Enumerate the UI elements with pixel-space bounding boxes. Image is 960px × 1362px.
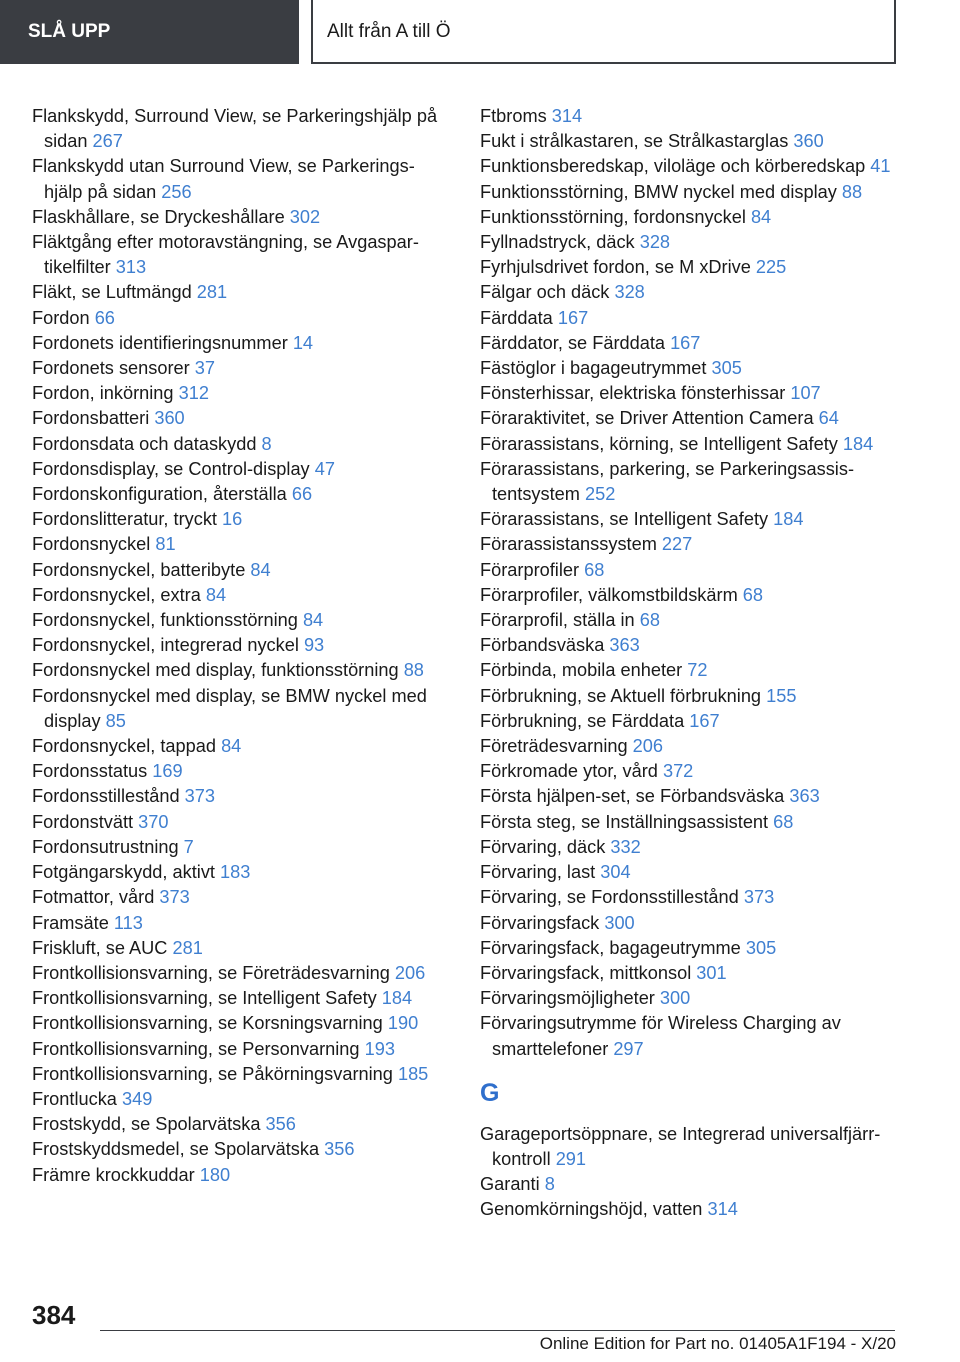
index-entry [480,432,920,457]
index-entry-text: Fotmattor, vård [32,887,160,908]
index-page-link[interactable]: 304 [600,862,631,883]
index-entry-text: Förarprofiler [480,559,585,580]
index-entry [32,633,447,658]
index-entry-text: Fönsterhissar, elektriska fönsterhissar [480,383,791,404]
index-entry [480,784,920,809]
index-entry-text: Fordonsutrustning [32,836,184,857]
index-column-left [32,104,447,1188]
index-entry-text: Frontkollisionsvarning, se Intelligent Safety [32,988,382,1009]
index-page-link[interactable]: 370 [138,811,169,832]
index-entry-text: Fordonsnyckel, batteribyte [32,559,251,580]
edition-note: Online Edition for Part no. 01405A1F194 - X/20 [539,1334,896,1353]
index-page-link[interactable]: 66 [291,484,313,505]
index-page-link[interactable]: 68 [742,584,764,605]
index-entry-text: Första hjälpen-set, se Förbandsväska [480,786,790,807]
index-page-link[interactable]: 190 [387,1013,419,1034]
index-entry [480,457,920,507]
index-page-link[interactable]: 360 [793,131,824,152]
index-page-link[interactable]: 225 [755,257,787,278]
index-entry [480,180,920,205]
index-page-link[interactable]: 167 [670,332,701,353]
index-entry-text: Flankskydd, Surround View, se Parkeringshjälp på sidan [32,106,438,152]
index-page-link[interactable]: 85 [105,710,126,731]
index-entry [32,936,447,961]
index-entry [480,911,920,936]
index-entry [32,331,447,356]
index-entry-text: Förvaring, däck [480,836,611,857]
page-number: 384 [32,1300,76,1330]
index-page-link[interactable]: 328 [614,282,645,303]
index-entry [480,608,920,633]
index-group-f [480,104,920,1062]
index-entry [480,633,920,658]
index-page-link[interactable]: 84 [250,559,271,580]
index-entry [32,1163,447,1188]
index-entry-text: Fälgar och däck [480,282,615,303]
index-entry [32,835,447,860]
index-entry-text: Fordonslitteratur, tryckt [32,509,223,530]
index-entry [32,205,447,230]
index-entry [32,507,447,532]
index-page-link[interactable]: 302 [289,206,321,227]
index-entry-text: Förvaringsfack, mittkonsol [480,962,697,983]
index-entry [480,356,920,381]
index-page-link[interactable]: 72 [687,660,708,681]
index-entry [32,280,447,305]
index-page-link[interactable]: 314 [707,1199,738,1220]
index-entry [480,306,920,331]
index-page-link[interactable]: 356 [324,1139,355,1160]
index-entry-text: Förbinda, mobila enheter [480,660,688,681]
section-tab-lookup[interactable]: SLÅ UPP [0,0,299,64]
index-entry-text: Fordonsnyckel med display, se BMW nyckel med display [32,685,427,731]
index-page-link[interactable]: 68 [639,610,660,631]
index-page-link[interactable]: 68 [584,559,605,580]
index-entry [32,759,447,784]
index-entry [480,684,920,709]
index-page-link[interactable]: 313 [115,257,147,278]
index-entry-text: Fordonskonfiguration, återställa [32,484,292,505]
index-entry [32,356,447,381]
index-entry [32,381,447,406]
index-entry-text: Färddata [480,307,558,328]
index-page-link[interactable]: 300 [659,988,691,1009]
index-entry [480,658,920,683]
index-entry [480,1172,920,1197]
index-entry-text: Frontkollisionsvarning, se Påkörningsvarning [32,1063,398,1084]
index-page-link[interactable]: 349 [121,1088,153,1109]
index-entry [480,255,920,280]
index-page-link[interactable]: 107 [790,383,821,404]
footer-divider [100,1330,895,1331]
index-entry-text: Första steg, se Inställningsassistent [480,811,774,832]
index-page-link[interactable]: 68 [773,811,794,832]
index-entry-text: Garageportsöppnare, se Integrerad universalfjärrkontroll [480,1123,881,1169]
index-page-link[interactable]: 256 [161,181,192,202]
index-entry-text: Fyrhjulsdrivet fordon, se M xDrive [480,257,756,278]
index-entry-text: Garanti [480,1174,545,1195]
index-page-link[interactable]: 314 [551,106,583,126]
index-entry-text: Frostskyddsmedel, se Spolarvätska [32,1139,325,1160]
index-entry-text: Fordonsnyckel, integrerad nyckel [32,635,304,656]
index-page-link[interactable]: 372 [662,761,694,782]
index-page-link[interactable]: 206 [632,736,664,757]
index-entry-text: Fordonsnyckel, tappad [32,736,222,757]
index-entry-text: Förarassistans, se Intelligent Safety [480,509,774,530]
index-entry-text: Fordonsnyckel [32,534,156,555]
index-page-link[interactable]: 291 [555,1148,587,1169]
index-entry [32,583,447,608]
index-entry [480,532,920,557]
index-entry-text: Förbrukning, se Färddata [480,710,690,731]
index-page-link[interactable]: 356 [265,1114,296,1135]
index-page-link[interactable]: 332 [610,836,641,857]
index-page-link[interactable]: 305 [711,358,742,379]
index-page-link[interactable]: 184 [773,509,804,530]
index-page-link[interactable]: 180 [199,1164,231,1185]
index-entry [480,1011,920,1061]
index-entry-text: Fästöglor i bagageutrymmet [480,358,712,379]
index-entry-text: Förvaringsfack [480,912,605,933]
index-page-link[interactable]: 41 [870,156,891,177]
index-page-link[interactable]: 373 [184,786,216,807]
index-entry-text: Förvaring, se Fordonsstillestånd [480,887,744,908]
index-page-link[interactable]: 267 [92,131,123,152]
index-page-link[interactable]: 66 [94,307,115,328]
index-page-link[interactable]: 64 [818,408,839,429]
index-entry [32,432,447,457]
index-entry-text: Fordonsdata och dataskydd [32,433,262,454]
index-page-link[interactable]: 155 [766,685,797,706]
index-entry [480,810,920,835]
index-entry-text: Fordonsnyckel, funktionsstörning [32,610,303,631]
index-page-link[interactable]: 88 [403,660,424,681]
index-entry-text: Frontkollisionsvarning, se Företrädesvarning [32,962,395,983]
index-page-link[interactable]: 305 [745,937,777,958]
index-entry [32,608,447,633]
index-page-link[interactable]: 185 [397,1063,429,1084]
index-entry-text: Fordonets identifieringsnummer [32,332,293,353]
index-entry-text: Förarprofiler, välkomstbildskärm [480,584,743,605]
index-page-link[interactable]: 363 [609,635,640,656]
index-entry [32,684,447,734]
index-entry-text: Förvaringsmöjligheter [480,988,660,1009]
page-header [0,0,960,66]
index-entry [480,1197,920,1222]
index-page-link[interactable]: 81 [155,534,176,555]
index-page-link[interactable]: 184 [381,988,413,1009]
index-entry-text: Frontlucka [32,1088,122,1109]
index-entry-text: Genomkörningshöjd, vatten [480,1199,708,1220]
index-entry [32,1011,447,1036]
index-page-link[interactable]: 328 [639,232,671,253]
index-entry [480,583,920,608]
index-page-link[interactable]: 8 [544,1174,555,1195]
index-entry [32,230,447,280]
index-entry-text: Funktionsberedskap, viloläge och körberedskap [480,156,871,177]
index-entry-text: Fyllnadstryck, däck [480,232,640,253]
index-page-link[interactable]: 8 [261,433,272,454]
index-page-link[interactable]: 47 [314,458,335,479]
index-entry [32,810,447,835]
index-entry [480,961,920,986]
index-entry [480,154,920,179]
index-page-link[interactable]: 300 [604,912,635,933]
index-entry [32,911,447,936]
index-page-link[interactable]: 360 [154,408,185,429]
index-page-link[interactable]: 84 [205,584,227,605]
index-entry-text: Fordon [32,307,95,328]
index-entry-text: Föraraktivitet, se Driver Attention Camera [480,408,819,429]
index-page-link[interactable]: 14 [292,332,314,353]
index-entry-text: Fotgängarskydd, aktivt [32,862,221,883]
index-entry-text: Fordonstvätt [32,811,139,832]
index-entry [32,154,447,204]
index-entry-text: Fläkt, se Luftmängd [32,282,197,303]
index-entry [480,230,920,255]
index-entry-text: Förbandsväska [480,635,610,656]
index-entry [32,406,447,431]
index-entry [480,734,920,759]
index-entry-text: Fordonsstillestånd [32,786,185,807]
index-page-link[interactable]: 297 [613,1038,644,1059]
index-entry [32,457,447,482]
index-page-link[interactable]: 363 [789,786,820,807]
index-page-link[interactable]: 373 [743,887,775,908]
index-entry [480,986,920,1011]
index-entry-text: Frontkollisionsvarning, se Personvarning [32,1038,365,1059]
index-entry [480,104,920,129]
index-entry-text: Förarassistanssystem [480,534,662,555]
index-entry-text: Frontkollisionsvarning, se Korsningsvarning [32,1013,388,1034]
index-entry [32,784,447,809]
index-entry [480,507,920,532]
index-page-link[interactable]: 7 [183,836,194,857]
index-page-link[interactable]: 183 [220,862,251,883]
index-page-link[interactable]: 169 [152,761,183,782]
index-entry-text: Fordonsstatus [32,761,153,782]
index-entry [480,835,920,860]
index-entry [480,406,920,431]
index-entry [32,961,447,986]
index-entry [32,1137,447,1162]
index-page-link[interactable]: 252 [585,484,616,505]
index-entry [480,129,920,154]
index-entry-text: Frostskydd, se Spolarvätska [32,1114,266,1135]
index-entry [32,1037,447,1062]
index-entry-text: Fläktgång efter motoravstängning, se Avgaspartikelfilter [32,232,419,278]
index-entry-text: Förvaringsfack, bagageutrymme [480,937,746,958]
index-page-link[interactable]: 301 [696,962,727,983]
index-entry-text: Fordonsnyckel, extra [32,584,206,605]
index-entry-text: Fordonets sensorer [32,358,195,379]
index-entry-text: Färddator, se Färddata [480,332,671,353]
index-entry-text: Företrädesvarning [480,736,633,757]
index-entry-text: Förarprofil, ställa in [480,610,640,631]
index-page-link[interactable]: 281 [196,282,228,303]
index-page-link[interactable]: 312 [178,383,209,404]
index-entry [480,936,920,961]
chapter-title: Allt från A till Ö [311,0,896,64]
index-entry [32,986,447,1011]
index-entry-text: Förvaringsutrymme för Wireless Charging av smarttelefoner [480,1013,841,1059]
index-entry [32,104,447,154]
index-page-link[interactable]: 193 [364,1038,395,1059]
index-entry-text: Fordonsnyckel med display, funktionsstörning [32,660,404,681]
index-entry-text: Fukt i strålkastaren, se Strålkastarglas [480,131,794,152]
index-entry [32,658,447,683]
index-entry-text: Förbrukning, se Aktuell förbrukning [480,685,767,706]
index-page-link[interactable]: 16 [222,509,243,530]
index-page-link[interactable]: 167 [557,307,589,328]
index-entry [480,381,920,406]
index-entry-text: Främre krockkuddar [32,1164,200,1185]
index-entry-text: Funktionsstörning, fordonsnyckel [480,206,751,227]
index-entry [32,306,447,331]
index-page-link[interactable]: 84 [750,206,772,227]
index-page-link[interactable]: 84 [302,610,324,631]
index-entry-text: Flaskhållare, se Dryckeshållare [32,206,290,227]
index-entry-text: Framsäte [32,912,114,933]
index-entry [32,860,447,885]
index-entry-text: Förkromade ytor, vård [480,761,663,782]
index-entry-text: Fordonsdisplay, se Control-display [32,458,315,479]
index-entry [480,280,920,305]
index-entry [32,482,447,507]
index-entry [480,709,920,734]
index-page-link[interactable]: 373 [159,887,190,908]
index-group-g [480,1122,920,1223]
index-entry-text: Fordonsbatteri [32,408,155,429]
index-entry [32,885,447,910]
index-entry-text: Fordon, inkörning [32,383,179,404]
index-entry [32,1062,447,1087]
index-entry-text: Flankskydd utan Surround View, se Parkeringshjälp på sidan [32,156,415,202]
index-entry [32,1112,447,1137]
index-entry [32,1087,447,1112]
index-section-letter: G [480,1078,500,1107]
index-page-link[interactable]: 84 [221,736,242,757]
index-entry [32,734,447,759]
index-entry [480,331,920,356]
index-entry-text: Funktionsstörning, BMW nyckel med display [480,181,842,202]
index-page-link[interactable]: 113 [113,912,143,933]
index-column-right [480,104,920,1223]
index-entry [480,759,920,784]
index-page-link[interactable]: 167 [689,710,720,731]
index-page-link[interactable]: 281 [172,937,203,958]
index-page-link[interactable]: 227 [661,534,693,555]
index-entry [480,558,920,583]
index-page-link[interactable]: 206 [394,962,426,983]
index-entry [32,532,447,557]
index-page-link[interactable]: 37 [194,358,215,379]
index-entry-text: Förarassistans, parkering, se Parkeringsassistentsystem [480,458,854,505]
index-entry [480,860,920,885]
index-entry-text: Ftbroms [480,106,552,126]
index-page-link[interactable]: 88 [841,181,863,202]
index-entry [480,885,920,910]
index-entry [480,205,920,230]
index-entry [480,1122,920,1172]
index-page-link[interactable]: 184 [842,433,874,454]
index-entry-text: Förvaring, last [480,862,601,883]
index-entry [32,558,447,583]
index-page-link[interactable]: 93 [303,635,325,656]
index-entry-text: Förarassistans, körning, se Intelligent Safety [480,433,843,454]
index-entry-text: Friskluft, se AUC [32,937,173,958]
